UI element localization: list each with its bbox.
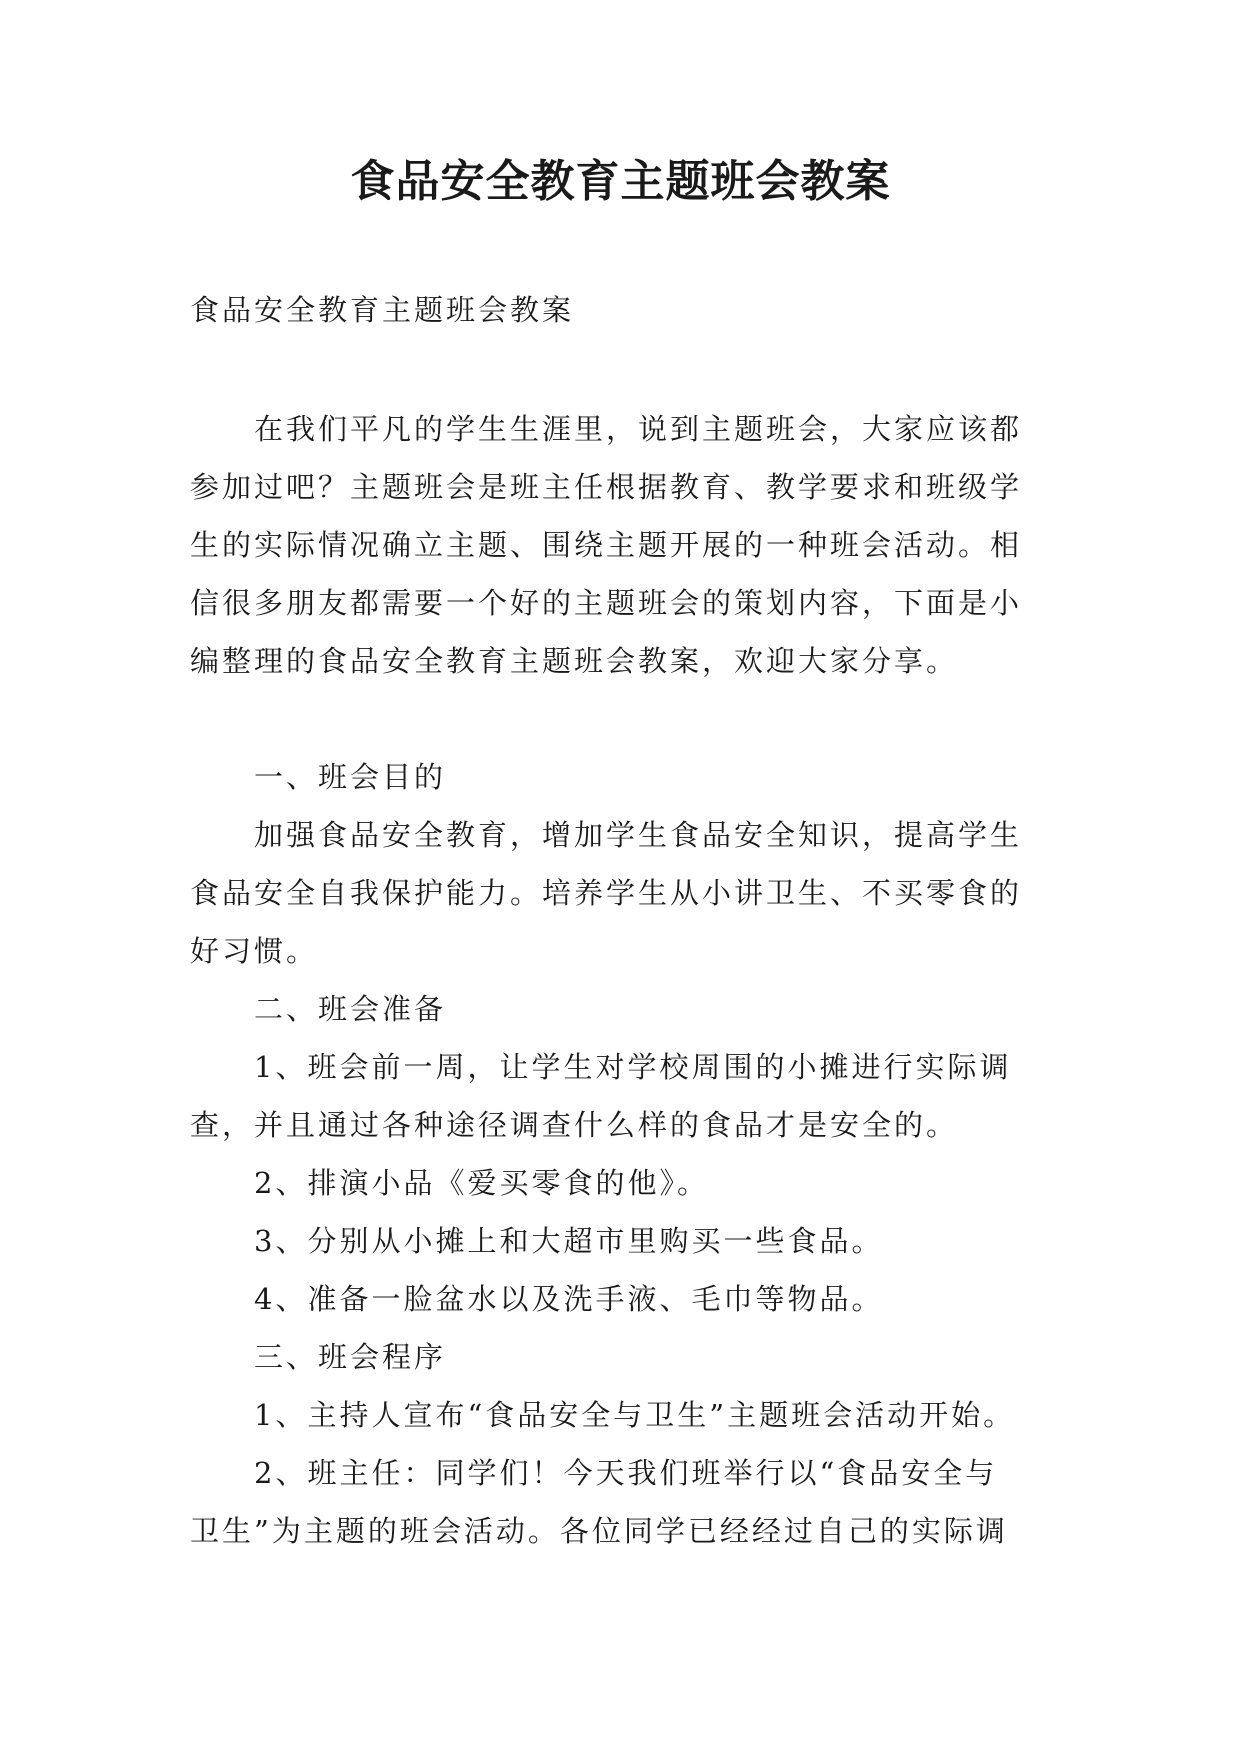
- text-line: 信很多朋友都需要一个好的主题班会的策划内容，下面是小: [190, 586, 1023, 620]
- document-subtitle: 食品安全教育主题班会教案: [190, 293, 575, 327]
- section-heading: 三、班会程序: [254, 1340, 447, 1374]
- text-line: 2、班主任：同学们！今天我们班举行以“食品安全与: [254, 1456, 998, 1490]
- text-line: 加强食品安全教育，增加学生食品安全知识，提高学生: [254, 818, 1023, 852]
- text-line: 食品安全自我保护能力。培养学生从小讲卫生、不买零食的: [190, 876, 1023, 910]
- text-line: 编整理的食品安全教育主题班会教案，欢迎大家分享。: [190, 644, 959, 678]
- text-line: 1、班会前一周，让学生对学校周围的小摊进行实际调: [254, 1050, 1012, 1084]
- text-line: 4、准备一脸盆水以及洗手液、毛巾等物品。: [254, 1282, 884, 1316]
- document-body: [190, 400, 1060, 1560]
- text-line: 参加过吧？主题班会是班主任根据教育、教学要求和班级学: [190, 470, 1023, 504]
- paragraph-gap: [190, 690, 1060, 748]
- text-line: 好习惯。: [190, 934, 319, 968]
- text-line: 查，并且通过各种途径调查什么样的食品才是安全的。: [190, 1108, 959, 1142]
- text-line: 3、分别从小摊上和大超市里购买一些食品。: [254, 1224, 884, 1258]
- section-heading: 二、班会准备: [254, 992, 447, 1026]
- document-title: 食品安全教育主题班会教案: [350, 156, 891, 207]
- text-line: 在我们平凡的学生生涯里，说到主题班会，大家应该都: [254, 412, 1023, 446]
- text-line: 2、排演小品《爱买零食的他》。: [254, 1166, 709, 1200]
- text-line: 生的实际情况确立主题、围绕主题开展的一种班会活动。相: [190, 528, 1023, 562]
- text-line: 卫生”为主题的班会活动。各位同学已经经过自己的实际调: [190, 1514, 1008, 1548]
- section-heading: 一、班会目的: [254, 760, 447, 794]
- text-line: 1、主持人宣布“食品安全与卫生”主题班会活动开始。: [254, 1398, 1016, 1432]
